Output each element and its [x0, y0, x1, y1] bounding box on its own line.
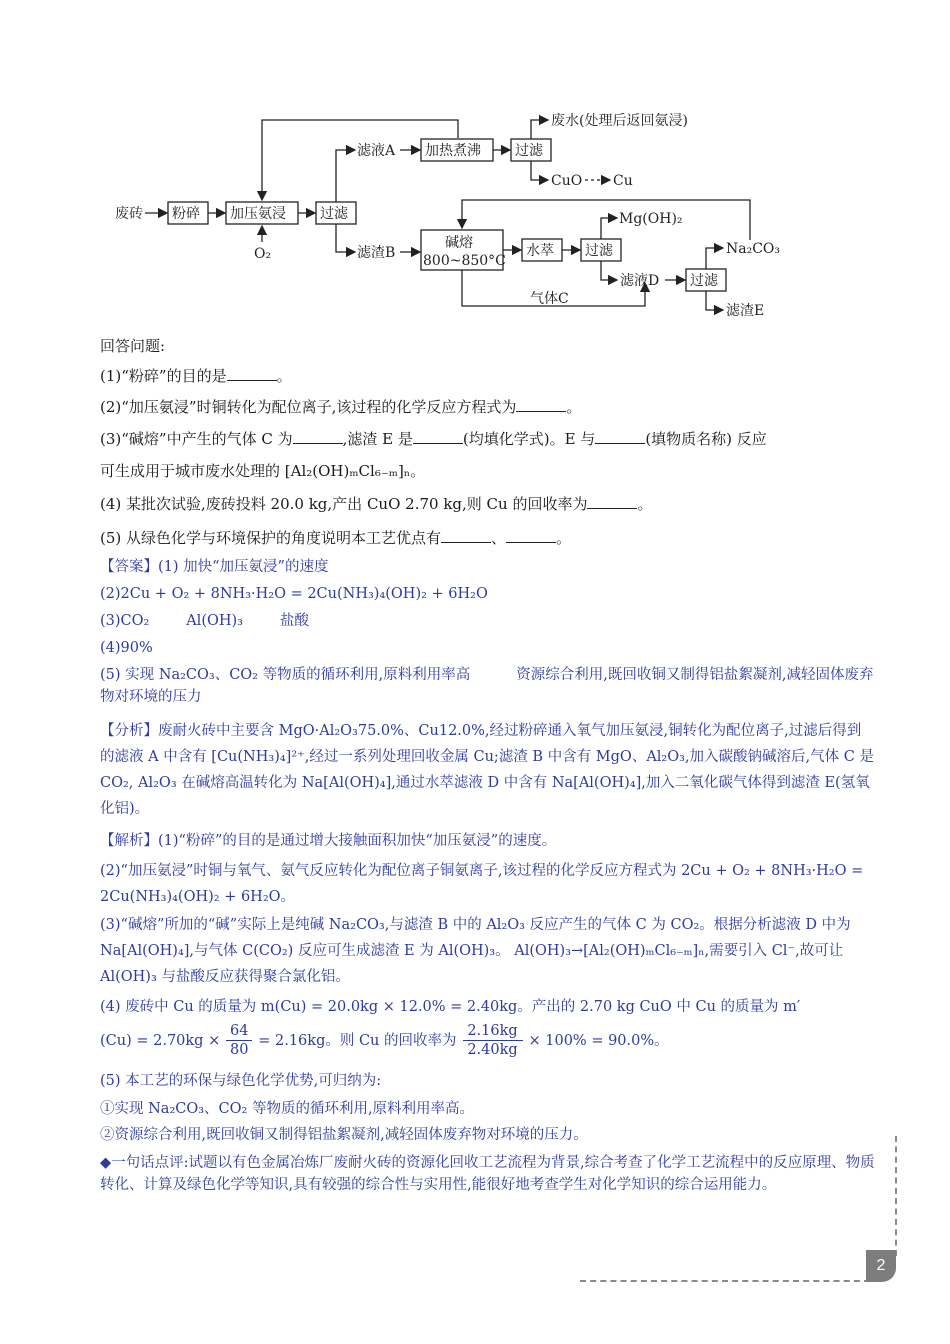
solution-5a: ①实现 Na₂CO₃、CO₂ 等物质的循环利用,原料利用率高。: [100, 1101, 475, 1117]
label-residue-e: 滤渣E: [726, 303, 765, 319]
box-heat-boil: 加热煮沸: [425, 143, 481, 159]
process-flow-diagram: [105, 100, 781, 325]
box-alkali-temp: 800~850°C: [423, 253, 506, 269]
question-3-line2: 可生成用于城市废水处理的 [Al₂(OH)ₘCl₆₋ₘ]ₙ。: [100, 462, 426, 480]
questions-intro: 回答问题:: [100, 337, 166, 355]
box-filter-2: 过滤: [515, 143, 543, 159]
answer-blank: [441, 528, 491, 543]
box-water-extract: 水萃: [526, 243, 554, 259]
label-waste-water: 废水(处理后返回氨浸): [551, 113, 688, 129]
answer-blank: [227, 366, 277, 381]
label-filtrate-a: 滤液A: [357, 143, 396, 159]
question-4: (4) 某批次试验,废砖投料 20.0 kg,产出 CuO 2.70 kg,则 Cu 的回收率为 。: [100, 495, 653, 513]
answer-1: 【答案】(1) 加快“加压氨浸”的速度: [100, 559, 329, 575]
solution-3: (3)“碱熔”所加的“碱”实际上是纯碱 Na₂CO₃,与滤渣 B 中的 Al₂O₃ 反应产生的气体 C 为 CO₂。根据分析滤液 D 中为 Na[Al(OH)₄],与气体 C(CO₂) 反应可生成滤渣 E 为 Al(OH)₃。 Al(OH)₃→[Al₂(OH)ₘCl₆₋ₘ]ₙ,需要引入 Cl⁻,故可让 Al(OH)₃ 与盐酸反应获得聚合氯化铝。: [100, 917, 851, 985]
answer-5: (5) 实现 Na₂CO₃、CO₂ 等物质的循环利用,原料利用率高 资源综合利用,既回收铜又制得铝盐絮凝剂,减轻固体废弃物对环境的压力: [100, 667, 874, 705]
box-filter-1: 过滤: [320, 206, 348, 222]
solution-4-line2: (Cu) = 2.70kg × $\frac{64}{80}$ = 2.16kg。则 Cu 的回收率为 $\frac{2.16kg}{2.40kg}$ × 100% = 90.0%。: [100, 1023, 669, 1058]
box-filter-4: 过滤: [690, 273, 718, 289]
answer-4: (4)90%: [100, 640, 153, 656]
question-1: (1)“粉碎”的目的是 。: [100, 367, 292, 385]
page-border-dashed-bottom: [580, 1280, 870, 1282]
answer-blank: [587, 494, 637, 509]
question-2: (2)“加压氨浸”时铜转化为配位离子,该过程的化学反应方程式为 。: [100, 398, 582, 416]
answer-blank: [413, 429, 463, 444]
solution-4-line1: (4) 废砖中 Cu 的质量为 m(Cu) = 20.0kg × 12.0% = 2.40kg。产出的 2.70 kg CuO 中 Cu 的质量为 m′: [100, 999, 801, 1015]
page-number: 2: [866, 1250, 896, 1282]
one-sentence-review: ◆一句话点评:试题以有色金属冶炼厂废耐火砖的资源化回收工艺流程为背景,综合考查了化学工艺流程中的反应原理、物质转化、计算及绿色化学等知识,具有较强的综合性与实用性,能很好地考查学生对化学知识的综合运用能力。: [100, 1155, 875, 1193]
label-o2: O₂: [254, 246, 272, 262]
fraction-64-80: $\frac{64}{80}$: [226, 1022, 252, 1059]
label-mgoh2: Mg(OH)₂: [619, 211, 683, 227]
label-residue-b: 滤渣B: [357, 245, 396, 261]
label-na2co3: Na₂CO₃: [726, 241, 781, 257]
box-ammonia-leach: 加压氨浸: [230, 206, 286, 222]
label-filtrate-d: 滤液D: [620, 273, 660, 289]
label-waste-brick: 废砖: [115, 206, 143, 222]
fraction-recovery: $\frac{2.16kg}{2.40kg}$: [463, 1022, 523, 1059]
solution-5: (5) 本工艺的环保与绿色化学优势,可归纳为:: [100, 1073, 382, 1089]
label-cuo: CuO: [551, 173, 583, 189]
answer-blank: [506, 528, 556, 543]
answer-blank: [516, 397, 566, 412]
question-5: (5) 从绿色化学与环境保护的角度说明本工艺优点有 、 。: [100, 529, 572, 547]
label-gas-c: 气体C: [530, 291, 569, 307]
answer-blank: [595, 429, 645, 444]
answer-2: (2)2Cu + O₂ + 8NH₃·H₂O = 2Cu(NH₃)₄(OH)₂ + 6H₂O: [100, 586, 488, 602]
label-cu: Cu: [613, 173, 633, 189]
page-border-dashed-right: [895, 1136, 897, 1256]
answer-blank: [293, 429, 343, 444]
solution-5b: ②资源综合利用,既回收铜又制得铝盐絮凝剂,减轻固体废弃物对环境的压力。: [100, 1127, 588, 1143]
solution-2: (2)“加压氨浸”时铜与氧气、氨气反应转化为配位离子铜氨离子,该过程的化学反应方程式为 2Cu + O₂ + 8NH₃·H₂O = 2Cu(NH₃)₄(OH)₂ + 6H₂O。: [100, 863, 864, 905]
analysis-paragraph: 【分析】废耐火砖中主要含 MgO·Al₂O₃75.0%、Cu12.0%,经过粉碎通入氧气加压氨浸,铜转化为配位离子,过滤后得到的滤液 A 中含有 [Cu(NH₃)₄]²⁺,经过一系列处理回收金属 Cu;滤渣 B 中含有 MgO、Al₂O₃,加入碳酸钠碱溶后,气体 C 是 CO₂, Al₂O₃ 在碱熔高温转化为 Na[Al(OH)₄],通过水萃滤液 D 中含有 Na[Al(OH)₄],加入二氧化碳气体得到滤渣 E(氢氧化铝)。: [100, 723, 874, 817]
question-3: (3)“碱熔”中产生的气体 C 为 ,滤渣 E 是 (均填化学式)。E 与 (填物质名称) 反应: [100, 430, 767, 448]
solution-1: 【解析】(1)“粉碎”的目的是通过增大接触面积加快“加压氨浸”的速度。: [100, 833, 557, 849]
box-crush: 粉碎: [172, 206, 200, 222]
box-alkali-fusion: 碱熔: [445, 235, 473, 251]
box-filter-3: 过滤: [585, 243, 613, 259]
answer-3: (3)CO₂ Al(OH)₃ 盐酸: [100, 613, 309, 629]
